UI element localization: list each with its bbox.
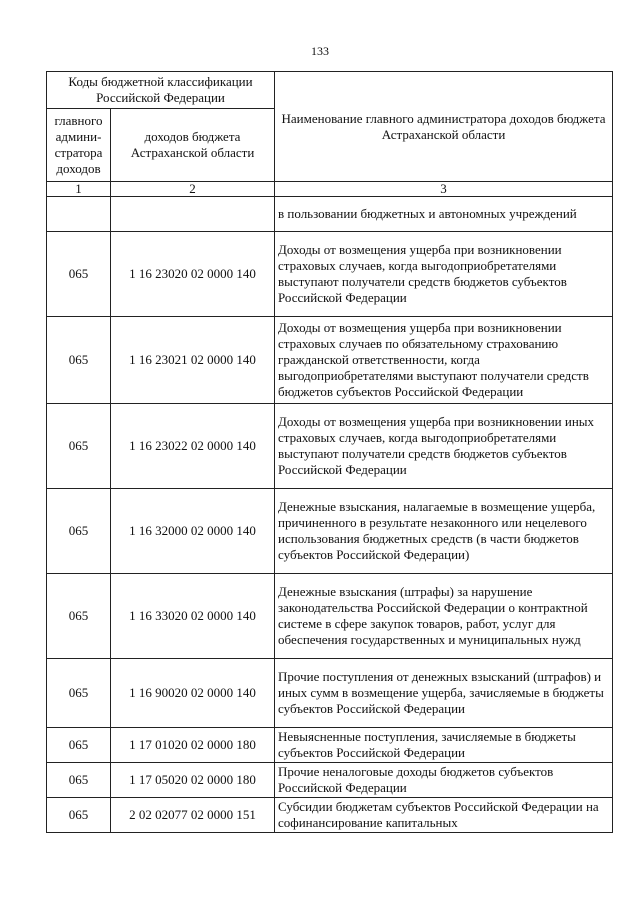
admin-code-cell: 065 — [47, 763, 111, 798]
column-number-3: 3 — [275, 182, 613, 197]
admin-code-cell: 065 — [47, 489, 111, 574]
revenue-name-cell: Невыясненные поступления, зачисляемые в бюджеты субъектов Российской Федерации — [275, 728, 613, 763]
admin-code-cell: 065 — [47, 317, 111, 404]
revenue-name-cell: Доходы от возмещения ущерба при возникновении иных страховых случаев, когда выгодоприобретателями выступают получатели средств бюджетов субъектов Российской Федерации — [275, 404, 613, 489]
revenue-code-cell: 1 16 32000 02 0000 140 — [111, 489, 275, 574]
revenue-code-header: доходов бюджета Астраханской области — [111, 109, 275, 182]
revenue-code-cell: 1 17 01020 02 0000 180 — [111, 728, 275, 763]
revenue-name-cell: Доходы от возмещения ущерба при возникновении страховых случаев по обязательному страхованию гражданской ответственности, когда выгодоприобретателями выступают получатели средств бюджетов субъектов Российской Федерации — [275, 317, 613, 404]
table-row — [47, 659, 613, 728]
admin-name-header: Наименование главного администратора доходов бюджета Астраханской области — [275, 72, 613, 182]
column-number-2: 2 — [111, 182, 275, 197]
revenue-name-cell: Денежные взыскания, налагаемые в возмещение ущерба, причиненного в результате незаконного или нецелевого использования бюджетных средств (в части бюджетов субъектов Российской Федерации) — [275, 489, 613, 574]
table-row — [47, 574, 613, 659]
revenue-name-cell: Прочие поступления от денежных взысканий (штрафов) и иных сумм в возмещение ущерба, зачисляемые в бюджеты субъектов Российской Федерации — [275, 659, 613, 728]
admin-code-cell: 065 — [47, 574, 111, 659]
revenue-name-cell: Доходы от возмещения ущерба при возникновении страховых случаев, когда выгодоприобретателями выступают получатели средств бюджетов субъектов Российской Федерации — [275, 232, 613, 317]
admin-code-cell: 065 — [47, 232, 111, 317]
admin-code-cell: 065 — [47, 798, 111, 833]
page-number: 133 — [311, 44, 329, 58]
revenue-code-cell: 1 16 23022 02 0000 140 — [111, 404, 275, 489]
codes-group-header: Коды бюджетной классификации Российской Федерации — [47, 72, 275, 109]
table-row — [47, 489, 613, 574]
table-row — [47, 728, 613, 763]
table-row — [47, 404, 613, 489]
table-row — [47, 317, 613, 404]
admin-code-cell — [47, 197, 111, 232]
column-number-1: 1 — [47, 182, 111, 197]
revenue-name-cell: Прочие неналоговые доходы бюджетов субъектов Российской Федерации — [275, 763, 613, 798]
admin-code-cell: 065 — [47, 728, 111, 763]
revenue-code-cell: 1 16 23020 02 0000 140 — [111, 232, 275, 317]
revenue-name-cell: Денежные взыскания (штрафы) за нарушение законодательства Российской Федерации о контрактной системе в сфере закупок товаров, работ, услуг для обеспечения государственных и муниципальных нужд — [275, 574, 613, 659]
table-row — [47, 232, 613, 317]
admin-code-header: главного админи-стратора доходов — [47, 109, 111, 182]
revenue-name-cell: в пользовании бюджетных и автономных учреждений — [275, 197, 613, 232]
admin-code-cell: 065 — [47, 404, 111, 489]
revenue-code-cell — [111, 197, 275, 232]
revenue-code-cell: 1 16 90020 02 0000 140 — [111, 659, 275, 728]
budget-classification-table — [46, 71, 613, 833]
table-row — [47, 763, 613, 798]
admin-code-cell: 065 — [47, 659, 111, 728]
revenue-code-cell: 1 16 33020 02 0000 140 — [111, 574, 275, 659]
table-row — [47, 197, 613, 232]
revenue-code-cell: 1 16 23021 02 0000 140 — [111, 317, 275, 404]
revenue-code-cell: 1 17 05020 02 0000 180 — [111, 763, 275, 798]
table-row — [47, 798, 613, 833]
revenue-code-cell: 2 02 02077 02 0000 151 — [111, 798, 275, 833]
revenue-name-cell: Субсидии бюджетам субъектов Российской Федерации на софинансирование капитальных — [275, 798, 613, 833]
